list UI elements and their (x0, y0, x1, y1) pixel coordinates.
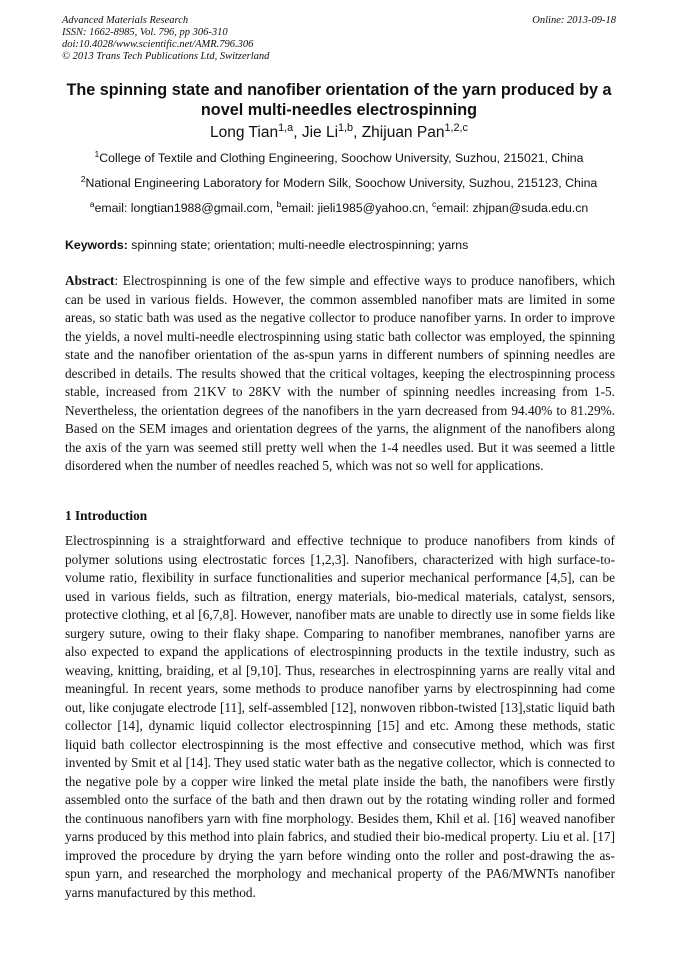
journal-name: Advanced Materials Research (62, 15, 189, 26)
keywords (65, 238, 468, 252)
author-name: Jie Li (301, 124, 339, 141)
email-sup: c (431, 198, 437, 209)
section-heading: 1 Introduction (65, 508, 148, 523)
author-name: Zhijuan Pan (361, 124, 445, 141)
copyright: © 2013 Trans Tech Publications Ltd, Switzerland (62, 51, 270, 62)
email-sup: a (89, 198, 95, 209)
email-text: email: zhjpan@suda.edu.cn (436, 201, 589, 215)
email-sup: b (276, 198, 282, 209)
journal-header (62, 15, 269, 63)
author-sup: 1,2,c (444, 121, 468, 134)
affiliation-sup: 2 (80, 173, 86, 184)
keywords-label: Keywords: (65, 238, 128, 252)
author-name: Long Tian (210, 124, 279, 141)
author-sup: 1,a (278, 121, 294, 134)
affiliation-sup: 1 (94, 148, 100, 159)
author-list: Long Tian$^{1,a}$, Jie Li$^{1,b}$, Zhijuan Pan$^{1,2,c}$ (210, 121, 468, 141)
abstract-label: Abstract (65, 273, 115, 288)
doi: doi:10.4028/www.scientific.net/AMR.796.306 (62, 39, 254, 50)
author-sup: 1,b (338, 121, 354, 134)
keywords-text: spinning state; orientation; multi-needle electrospinning; yarns (127, 238, 469, 252)
email-text: email: longtian1988@gmail.com, (94, 201, 277, 215)
abstract-text: : Electrospinning is one of the few simple and effective ways to produce nanofibers, which can be used in various fields. However, the common assembled nanofiber mats are limited in some areas, so static bath was used as the negative collector to produce nanofiber yarns. In order to improve the yields, a novel multi-needle electrospinning using static bath collector was employed, the spinning state and the nanofiber orientation of the as-spun yarns in different numbers of spinning needles are described in details. The results showed that the critical voltages, keeping the electrospinning process stable, increased from 21KV to 28KV with the number of spinning needles increasing from 1-5. Nevertheless, the orientation degrees of the nanofibers in the yarn decreased from 94.40% to 81.29%. Based on the SEM images and orientation degrees of the yarns, the alignment of the nanofibers along the axis of the yarn was seemed still pretty well when the 1-4 needles used. But it was seemed a little disordered when the number of needles reached 5, which was not so well for applications. (65, 273, 615, 473)
email-line (0, 198, 678, 216)
issn: ISSN: 1662-8985, Vol. 796, pp 306-310 (62, 27, 228, 38)
introduction-text: Electrospinning is a straightforward and effective technique to produce nanofibers from kinds of polymer solutions using electrostatic forces [1,2,3]. Nanofibers, characterized with high surface-to-volume ratio, flexibility in surface functionalities and superior mechanical performance [4,5], can be used in various fields, such as filtration, energy materials, bio-medical materials, catalyst, sensors, protective clothing, et al [6,7,8]. However, nanofiber mats are unable to directly use in some fields like surgery suture, owing to their flaky shape. Comparing to nanofiber membranes, nanofiber yarns are also expected to expand the applications of electrospinning products in the textile industry, such as weaving, knitting, braiding, et al [9,10]. Thus, researches in electrospinning yarns are really vital and meaningful. In recent years, some methods to produce nanofiber yarns by electrospinning had come out, like conjugate electrode [11], self-assembled [12], nonwoven ribbon-twisted [13],static liquid bath collector [14], dynamic liquid collector electrospinning [15] and etc. Among these methods, static liquid bath collector electrospinning is the most effective and consecutive method, which was first invented by Smit et al [14]. They used static water bath as the negative collector, which is connected to the negative pole by a copper wire linked the metal plate inside the bath, the nanofibers were firstly assembled onto the surface of the bath and then drawn out by the rotating winding roller and formed the continuous nanofibers yarn with fine morphology. Besides them, Khil et al. [16] weaved nanofiber yarns produced by this method into plain fabrics, and studied their bio-medical property. Liu et al. [17] improved the procedure by drying the yarn before winding onto the roller and post-drawing the as-spun yarn, and researched the morphology and mechanical property of the PA6/MWNTs nanofiber yarns manufactured by this method. (65, 533, 615, 900)
online-date: Online: 2013-09-18 (532, 15, 616, 26)
affiliation-1 (0, 148, 678, 166)
affiliation-text: National Engineering Laboratory for Modern Silk, Soochow University, Suzhou, 215123, China (85, 176, 598, 190)
email-text: email: jieli1985@yahoo.cn, (281, 201, 432, 215)
abstract (65, 272, 615, 476)
affiliation-2 (0, 173, 678, 191)
affiliation-text: College of Textile and Clothing Engineering, Soochow University, Suzhou, 215021, China (99, 151, 584, 165)
paper-title: The spinning state and nanofiber orientation of the yarn produced by a novel multi-needles electrospinning (66, 81, 612, 119)
